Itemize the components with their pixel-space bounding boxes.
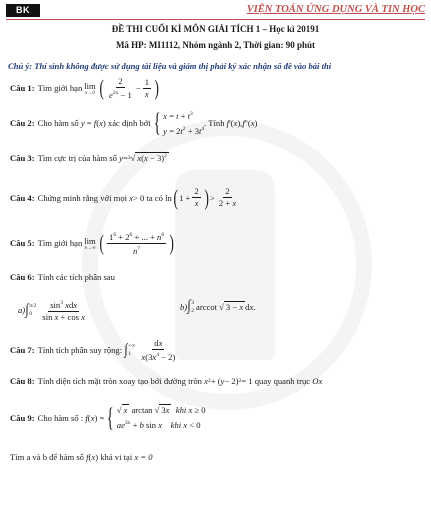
question-2: Câu 2: Cho hàm số y = f ( x ) xác định bởi { $x = t + t^3$ $y = 2t^2 + 3t^4$ . Tính f '( x ), f ''( x ) xyxy=(10,107,258,137)
question-2-mid: xác định bởi xyxy=(107,117,151,128)
question-6b-label: b) xyxy=(180,301,188,312)
question-5-text: Tìm giới hạn xyxy=(37,238,83,249)
parametric-system: $x = t + t^3$ $y = 2t^2 + 3t^4$ xyxy=(163,110,205,136)
question-3-label: Câu 3: xyxy=(10,152,35,163)
question-6-label: Câu 6: xyxy=(10,272,35,282)
question-6b: b) ∫ 3 2 arccot √ 3 − x d x . xyxy=(180,298,256,314)
question-8-text: Tính diện tích mặt tròn xoay tạo bởi đường tròn xyxy=(37,376,202,386)
question-3: Câu 3: Tìm cực trị của hàm số y = 3 √ $x(x - 3)^2$ xyxy=(10,152,167,163)
piece-1-condition: khi xyxy=(175,405,187,415)
watermark-ring xyxy=(82,117,372,410)
institute-name: VIỆN TOÁN ỨNG DỤNG VÀ TIN HỌC xyxy=(246,4,425,15)
exam-note: Chú ý: Thí sinh không được sử dụng tài liệu và giám thị phải ký xác nhận số đề vào bài thi xyxy=(8,61,332,71)
question-1-text: Tìm giới hạn xyxy=(37,83,83,94)
question-6a-label: a) xyxy=(18,305,26,316)
question-8-label: Câu 8: xyxy=(10,376,35,386)
question-4-label: Câu 4: xyxy=(10,192,35,203)
question-4-text: Chứng minh rằng với mọi xyxy=(37,192,128,203)
question-4-mid: ta có xyxy=(146,192,163,203)
piecewise-function: √ x arctan √ 3x khi x ≥ 0 $ae^{3x} + b$ sin x khi x < 0 xyxy=(116,405,206,430)
question-6a: a) ∫ π/2 0 $\frac{\sin^3 xdx}{\text{sin x + cos x}}$ xyxy=(18,299,85,322)
question-9: Câu 9: Cho hàm số : f ( x ) = { √ x arctan √ 3x khi x ≥ 0 $ae^{3x} + b$ sin x khi x < 0 xyxy=(10,402,206,432)
final-mid: khả vi tại xyxy=(100,452,133,462)
question-2-end: . Tính xyxy=(204,117,225,128)
question-8-end: quay quanh trục xyxy=(254,376,311,386)
question-9-text: Cho hàm số : xyxy=(37,412,84,423)
question-7-label: Câu 7: xyxy=(10,345,35,356)
question-1: Câu 1: Tìm giới hạn lim x→0 ( $\frac{2}{e^{2x} - 1}$ − $\frac{1}{x}$ ) xyxy=(10,75,159,101)
question-5: Câu 5: Tìm giới hạn lim n→∞ ( $\frac{1^6 + 2^6 + ... + n^6}{n^7}$ ) xyxy=(10,230,174,256)
logo: BK xyxy=(6,4,40,17)
question-2-label: Câu 2: xyxy=(10,117,35,128)
question-6-text: Tính các tích phân sau xyxy=(37,272,115,282)
header-divider xyxy=(6,19,425,20)
question-7: Câu 7: Tính tích phân suy rộng: ∫ +∞ 1 $\frac{dx}{x(3x^4 - 2)}$ xyxy=(10,338,176,362)
final-question: Tìm a và b để hàm số f ( x ) khả vi tại x = 0 xyxy=(10,452,153,462)
question-9-label: Câu 9: xyxy=(10,412,35,423)
limit-expression: lim x→0 xyxy=(84,80,96,96)
question-1-label: Câu 1: xyxy=(10,83,35,94)
exam-title: ĐỀ THI CUỐI KÌ MÔN GIẢI TÍCH 1 – Học kì 20191 xyxy=(111,24,320,34)
question-3-text: Tìm cực trị của hàm số xyxy=(37,152,117,163)
question-5-label: Câu 5: xyxy=(10,238,35,249)
question-8: Câu 8: Tính diện tích mặt tròn xoay tạo bởi đường tròn x 2 + ( y − 2) 2 = 1 quay quanh trục Ox xyxy=(10,376,323,386)
final-end: x = 0 xyxy=(134,452,153,462)
piece-2-condition: khi xyxy=(170,419,182,430)
question-4: Câu 4: Chứng minh rằng với mọi x > 0 ta có ln ( 1 + $\frac{2}{x}$ ) > $\frac{2}{2 + x}$ xyxy=(10,184,237,210)
final-text: Tìm a và b để hàm số xyxy=(10,452,84,462)
question-6 xyxy=(10,272,115,282)
question-2-text: Cho hàm số xyxy=(37,117,79,128)
exam-code-line: Mã HP: MI1112, Nhóm ngành 2, Thời gian: 90 phút xyxy=(115,40,316,50)
question-7-text: Tính tích phân suy rộng: xyxy=(37,345,123,356)
